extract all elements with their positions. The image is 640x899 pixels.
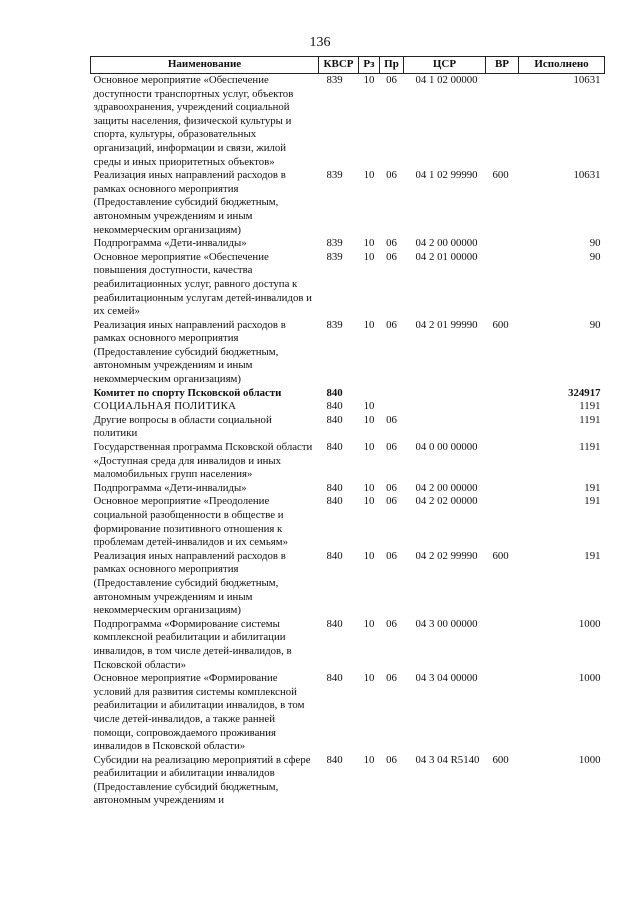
cell-vr: 600 — [492, 549, 509, 562]
cell-kvsr: 839 — [326, 318, 343, 331]
table-row — [91, 441, 605, 482]
cell-rz: 10 — [363, 549, 375, 562]
cell-pr: 06 — [386, 413, 397, 426]
cell-pr: 06 — [386, 250, 397, 263]
cell-rz: 10 — [363, 74, 375, 86]
cell-vr: 600 — [492, 753, 509, 766]
cell-vr — [486, 251, 519, 319]
cell-pr: 06 — [386, 481, 397, 494]
cell-csr: 04 1 02 99990 — [415, 169, 478, 182]
cell-rz: 10 — [363, 481, 375, 494]
cell-sum: 1191 — [579, 413, 601, 426]
header-pr: Пр — [380, 57, 404, 74]
cell-name: Подпрограмма «Дети-инвалиды» — [93, 481, 247, 494]
cell-csr: 04 2 00 00000 — [415, 481, 478, 494]
cell-kvsr: 839 — [326, 169, 343, 182]
cell-csr: 04 3 04 00000 — [415, 672, 478, 685]
cell-csr — [404, 387, 486, 401]
cell-sum: 1191 — [579, 400, 601, 413]
cell-sum: 191 — [584, 481, 601, 494]
cell-pr: 06 — [386, 74, 397, 86]
cell-csr: 04 2 01 00000 — [415, 250, 478, 263]
table-row — [91, 319, 605, 387]
cell-vr — [486, 672, 519, 754]
cell-csr: 04 1 02 00000 — [415, 74, 478, 86]
cell-sum: 90 — [589, 237, 601, 250]
table-row — [91, 672, 605, 754]
cell-name: Основное мероприятие «Преодоление социальной разобщенности в обществе и формирование позитивного отношения к проблемам детей-инвалидов и их семьям» — [93, 495, 289, 549]
cell-rz: 10 — [363, 237, 375, 250]
cell-kvsr: 840 — [326, 753, 343, 766]
cell-pr: 06 — [386, 549, 397, 562]
table-row — [91, 482, 605, 496]
cell-vr — [486, 237, 519, 251]
cell-pr — [380, 400, 404, 414]
cell-pr — [380, 387, 404, 401]
cell-name: Другие вопросы в области социальной политики — [93, 413, 272, 440]
cell-sum: 1000 — [578, 617, 601, 630]
cell-vr — [486, 414, 519, 441]
cell-csr: 04 2 02 00000 — [415, 495, 478, 508]
table-row — [91, 495, 605, 549]
cell-kvsr: 840 — [326, 400, 343, 413]
cell-kvsr: 840 — [326, 481, 343, 494]
cell-kvsr: 840 — [326, 386, 343, 399]
cell-sum: 90 — [589, 318, 601, 331]
cell-name: Субсидии на реализацию мероприятий в сфере реабилитации и абилитации инвалидов (Предоставление субсидий бюджетным, автономным учреждениям и — [93, 753, 311, 807]
table-row — [91, 400, 605, 414]
cell-kvsr: 840 — [326, 413, 343, 426]
cell-pr: 06 — [386, 672, 397, 685]
cell-sum: 10631 — [573, 74, 601, 86]
cell-name: Подпрограмма «Формирование системы комплексной реабилитации и абилитации инвалидов, в том числе детей-инвалидов, в Псковской области» — [93, 617, 292, 671]
cell-csr: 04 2 02 99990 — [415, 549, 478, 562]
cell-csr: 04 3 00 00000 — [415, 617, 478, 630]
header-csr: ЦСР — [404, 57, 486, 74]
cell-pr: 06 — [386, 441, 397, 454]
cell-sum: 1000 — [578, 672, 601, 685]
cell-rz: 10 — [363, 318, 375, 331]
table-row — [91, 169, 605, 237]
cell-pr: 06 — [386, 169, 397, 182]
cell-name: Основное мероприятие «Обеспечение повышения доступности, качества реабилитационных услуг, равного доступа к реабилитационным услугам детей-инвалидов и их семей» — [93, 250, 312, 318]
cell-name: Реализация иных направлений расходов в рамках основного мероприятия (Предоставление субсидий бюджетным, автономным учреждениям и иным некоммерческим организациям) — [93, 169, 286, 236]
cell-name: Комитет по спорту Псковской области — [93, 386, 282, 399]
cell-name: СОЦИАЛЬНАЯ ПОЛИТИКА — [93, 400, 237, 413]
cell-csr — [404, 414, 486, 441]
cell-name: Основное мероприятие «Обеспечение доступности транспортных услуг, объектов здравоохранения, учреждений социальной защиты населения, физической культуры и спорта, культуры, образовательных организаций, информации и связи, жилой среды и иных приоритетных объектов» — [93, 74, 294, 168]
table-row — [91, 414, 605, 441]
cell-pr: 06 — [386, 617, 397, 630]
cell-vr — [486, 618, 519, 672]
cell-rz: 10 — [363, 753, 375, 766]
cell-sum: 90 — [589, 250, 601, 263]
cell-vr — [486, 74, 519, 170]
table-row — [91, 550, 605, 618]
cell-csr: 04 2 00 00000 — [415, 237, 478, 250]
budget-table — [90, 56, 605, 808]
table-row — [91, 251, 605, 319]
cell-name: Реализация иных направлений расходов в рамках основного мероприятия (Предоставление субсидий бюджетным, автономным учреждениям и иным некоммерческим организациям) — [93, 549, 286, 617]
cell-vr: 600 — [492, 318, 509, 331]
header-sum: Исполнено — [519, 57, 605, 74]
cell-sum: 10631 — [573, 169, 601, 182]
cell-rz — [359, 387, 380, 401]
table-row — [91, 74, 605, 170]
cell-kvsr: 840 — [326, 549, 343, 562]
header-vr: ВР — [486, 57, 519, 74]
cell-csr: 04 3 04 R5140 — [415, 753, 480, 766]
cell-pr: 06 — [386, 495, 397, 508]
cell-kvsr: 840 — [326, 672, 343, 685]
cell-sum: 324917 — [568, 386, 601, 399]
cell-kvsr: 839 — [326, 237, 343, 250]
cell-kvsr: 840 — [326, 441, 343, 454]
cell-kvsr: 839 — [326, 74, 343, 86]
cell-name: Подпрограмма «Дети-инвалиды» — [93, 237, 247, 250]
cell-sum: 1000 — [578, 753, 601, 766]
cell-kvsr: 840 — [326, 617, 343, 630]
cell-rz: 10 — [363, 400, 375, 413]
header-name: Наименование — [91, 57, 319, 74]
cell-pr: 06 — [386, 237, 397, 250]
cell-sum: 191 — [584, 495, 601, 508]
table-row — [91, 387, 605, 401]
cell-kvsr: 840 — [326, 495, 343, 508]
table-row — [91, 618, 605, 672]
cell-rz: 10 — [363, 495, 375, 508]
table-row — [91, 754, 605, 808]
cell-csr: 04 0 00 00000 — [415, 441, 478, 454]
cell-name: Государственная программа Псковской области «Доступная среда для инвалидов и иных маломобильных групп населения» — [93, 441, 313, 481]
cell-sum: 191 — [584, 549, 601, 562]
cell-csr: 04 2 01 99990 — [415, 318, 478, 331]
cell-csr — [404, 400, 486, 414]
cell-name: Основное мероприятие «Формирование условий для развития системы комплексной реабилитации и абилитации инвалидов, в том числе детей-инвалидов, а также ранней помощи, сопровождаемого проживания инвалидов в Псковской области» — [93, 672, 305, 753]
cell-vr — [486, 482, 519, 496]
cell-rz: 10 — [363, 169, 375, 182]
cell-kvsr: 839 — [326, 250, 343, 263]
header-kvsr: КВСР — [319, 57, 359, 74]
cell-rz: 10 — [363, 441, 375, 454]
cell-vr — [486, 400, 519, 414]
cell-vr — [486, 387, 519, 401]
cell-vr: 600 — [492, 169, 509, 182]
cell-name: Реализация иных направлений расходов в рамках основного мероприятия (Предоставление субсидий бюджетным, автономным учреждениям и иным некоммерческим организациям) — [93, 318, 286, 386]
cell-pr: 06 — [386, 753, 397, 766]
header-rz: Рз — [359, 57, 380, 74]
cell-vr — [486, 441, 519, 482]
cell-rz: 10 — [363, 250, 375, 263]
cell-rz: 10 — [363, 617, 375, 630]
table-row — [91, 237, 605, 251]
page-number: 136 — [309, 35, 331, 50]
cell-rz: 10 — [363, 413, 375, 426]
table-body — [91, 74, 605, 809]
cell-rz: 10 — [363, 672, 375, 685]
cell-pr: 06 — [386, 318, 397, 331]
cell-vr — [486, 495, 519, 549]
table-header-row — [91, 57, 605, 74]
cell-sum: 1191 — [579, 441, 601, 454]
